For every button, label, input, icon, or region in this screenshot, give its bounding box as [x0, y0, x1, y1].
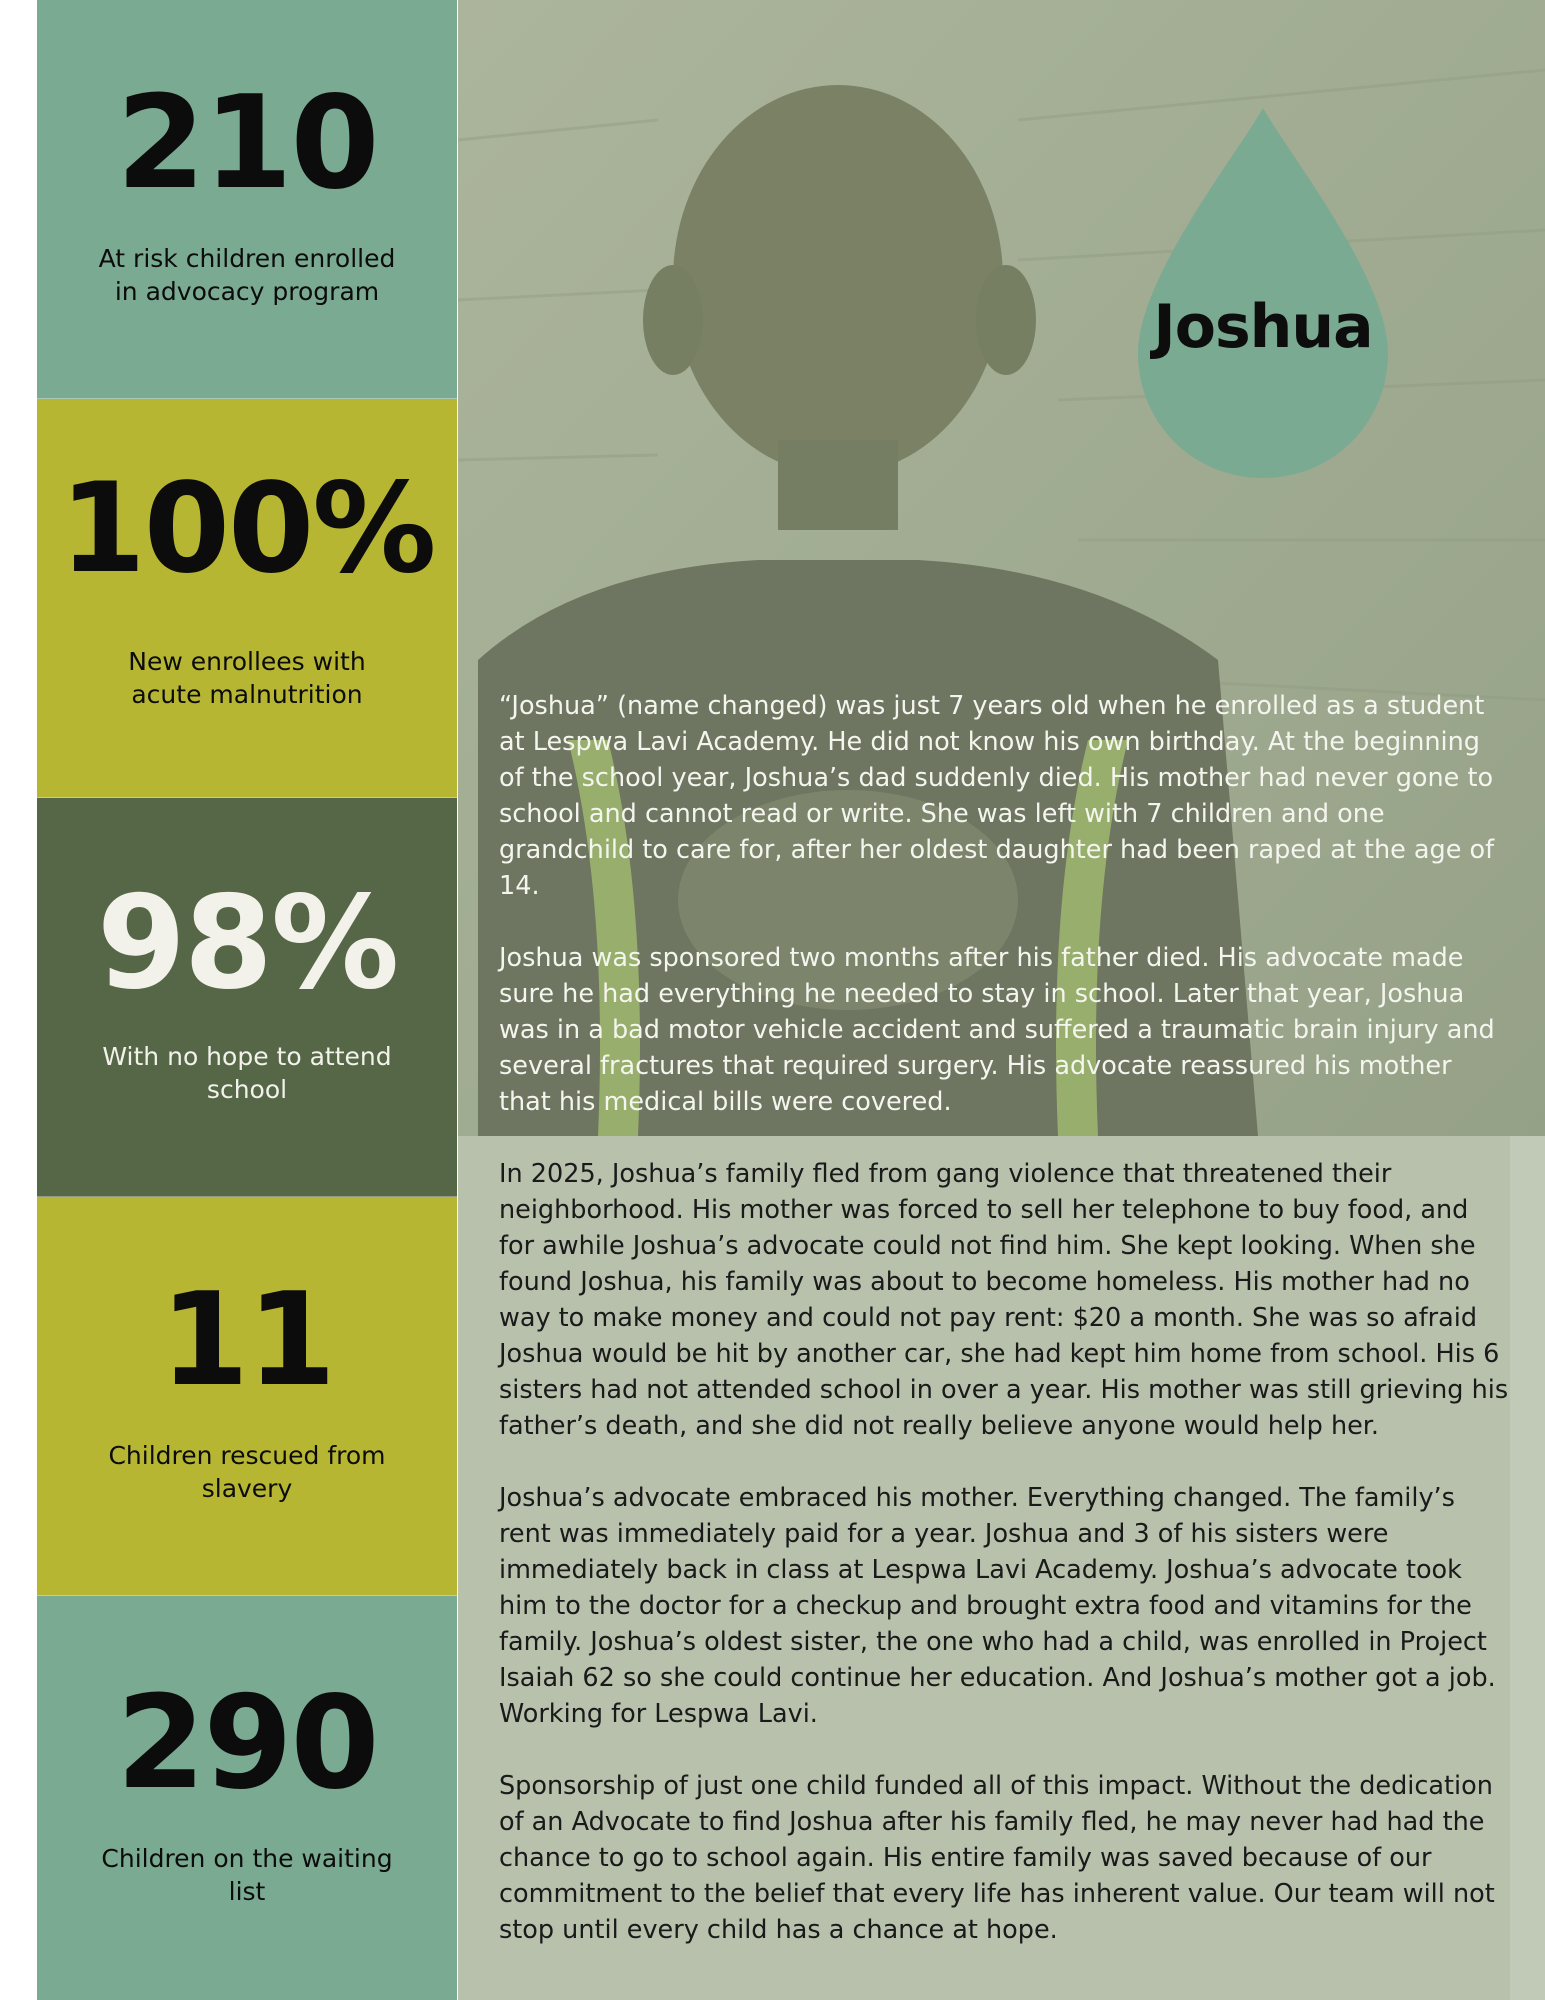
stat-block-enrolled [37, 0, 457, 399]
stat-label: With no hope to attend school [102, 1042, 392, 1104]
story-paragraph: In 2025, Joshua’s family fled from gang violence that threatened their neighborhood. His mother was forced to sell her telephone to buy food, and for awhile Joshua’s advocate could not find him. She kept looking. When she found Joshua, his family was about to become homeless. His mother had no way to make money and could not pay rent: $20 a month. She was so afraid Joshua would be hit by another car, she had kept him home from school. His 6 sisters had not attended school in over a year. His mother was still grieving his father’s death, and she did not really believe anyone would help her. [499, 1159, 1509, 1441]
stats-column [37, 0, 457, 2000]
stat-label: Children on the waiting list [101, 1844, 393, 1906]
stat-block-waiting [37, 1596, 457, 2000]
stat-label: At risk children enrolled in advocacy program [98, 244, 396, 306]
stat-block-malnutrition [37, 399, 457, 798]
stat-number: 210 [116, 69, 378, 218]
story-paragraph: Sponsorship of just one child funded all of this impact. Without the dedication of an Advocate to find Joshua after his family fled, he may never had had the chance to go to school again. His entire family was saved because of our commitment to the belief that every life has inherent value. Our team will not stop until every child has a chance at hope. [499, 1771, 1495, 1945]
child-name: Joshua [1153, 292, 1373, 362]
stat-block-rescued [37, 1197, 457, 1596]
stat-label: Children rescued from slavery [108, 1441, 386, 1503]
story-paragraph: Joshua’s advocate embraced his mother. Everything changed. The family’s rent was immediately paid for a year. Joshua and 3 of his sisters were immediately back in class at Lespwa Lavi Academy. Joshua’s advocate took him to the doctor for a checkup and brought extra food and vitamins for the family. Joshua’s oldest sister, the one who had a child, was enrolled in Project Isaiah 62 so she could continue her education. And Joshua’s mother got a job. Working for Lespwa Lavi. [499, 1483, 1496, 1729]
stat-number: 100% [59, 457, 435, 601]
stat-number: 11 [159, 1266, 335, 1415]
stat-label: New enrollees with acute malnutrition [128, 647, 366, 709]
stat-number: 98% [96, 869, 398, 1018]
stat-number: 290 [116, 1669, 378, 1818]
stat-block-no-school [37, 798, 457, 1197]
story-paragraph: Joshua was sponsored two months after his father died. His advocate made sure he had everything he needed to stay in school. Later that year, Joshua was in a bad motor vehicle accident and suffered a traumatic brain injury and several fractures that required surgery. His advocate reassured his mother that his medical bills were covered. [499, 943, 1495, 1117]
story-paragraph: “Joshua” (name changed) was just 7 years old when he enrolled as a student at Lespwa Lavi Academy. He did not know his own birthday. At the beginning of the school year, Joshua’s dad suddenly died. His mother had never gone to school and cannot read or write. She was left with 7 children and one grandchild to care for, after her oldest daughter had been raped at the age of 14. [499, 691, 1495, 901]
right-edge-strip [1510, 1136, 1545, 2000]
